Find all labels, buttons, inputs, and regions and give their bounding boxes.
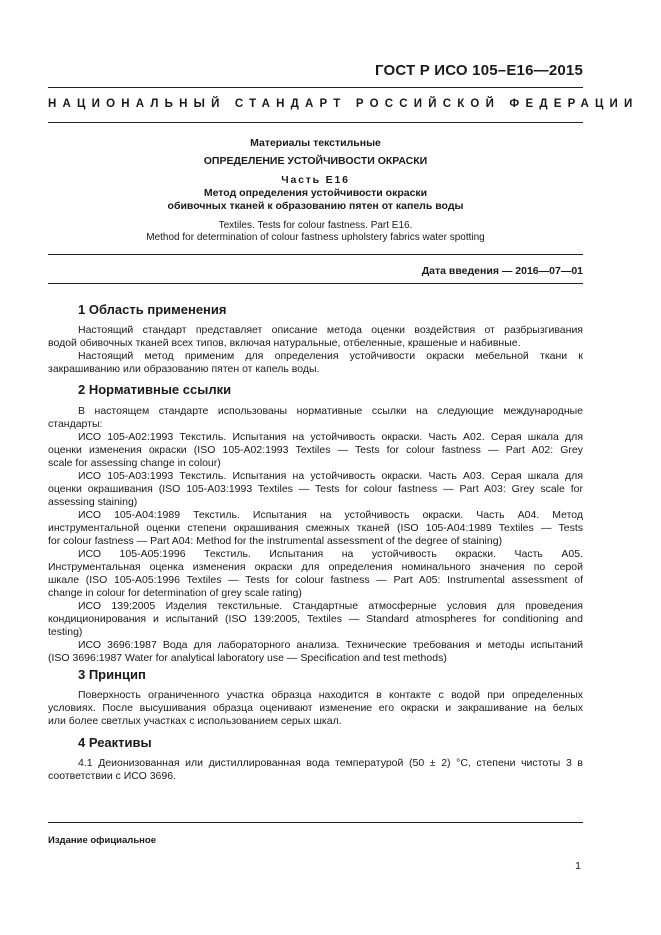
- title-english-line2: Method for determination of colour fastness upholstery fabrics water spotting: [146, 232, 485, 243]
- reference-line: for colour fastness — Part A04: Method for the instrumental assessment of the degree of staining): [48, 535, 503, 547]
- title-method-line2: обивочных тканей к образованию пятен от капель воды: [167, 200, 464, 212]
- section-3-body: [48, 689, 583, 728]
- date-bottom-rule: [48, 283, 583, 284]
- header-top-rule: [48, 87, 583, 88]
- reference-line: ИСО 3696:1987 Вода для лабораторного анализа. Технические требования и методы испытаний: [78, 639, 583, 651]
- reference-line: ИСО 105-A02:1993 Текстиль. Испытания на устойчивость окраски. Часть A02. Серая шкала для: [78, 431, 583, 443]
- reference-line: ИСО 139:2005 Изделия текстильные. Стандартные атмосферные условия для проведения: [78, 600, 583, 612]
- reference-line: Инструментальная оценка изменения окраски для определения номинального значения по серой: [48, 561, 583, 573]
- section-2-body: [48, 405, 583, 665]
- text-line: В настоящем стандарте использованы нормативные ссылки на следующие международные: [78, 405, 583, 417]
- reference-line: кондиционирования и испытаний (ISO 139:2005, Textiles — Standard atmospheres for conditioning and: [48, 613, 583, 625]
- text-line: Поверхность ограниченного участка образца находится в контакте с водой при определенных: [78, 689, 583, 701]
- reference-line: ИСО 105-A03:1993 Текстиль. Испытания на устойчивость окраски. Часть A03. Серая шкала для: [78, 470, 583, 482]
- title-method-line1: Метод определения устойчивости окраски: [203, 187, 428, 199]
- reference-line: (ISO 3696:1987 Water for analytical laboratory use — Specification and test methods): [48, 652, 447, 664]
- section-2-title: 2 Нормативные ссылки: [78, 382, 232, 397]
- title-english-line1: Textiles. Tests for colour fastness. Part E16.: [218, 220, 413, 231]
- title-part: Часть E16: [281, 174, 350, 186]
- edition-label: Издание официальное: [48, 835, 156, 846]
- introduction-date: Дата введения — 2016—07—01: [421, 265, 583, 277]
- text-line: или более светлых участках с использованием серых шкал.: [48, 715, 342, 727]
- text-line: 4.1 Деионизованная или дистиллированная вода температурой (50 ± 2) °С, степени чистоты 3 в: [78, 757, 583, 769]
- text-line: Настоящий метод применим для определения устойчивости окраски мебельной ткани к: [78, 350, 583, 362]
- page-number: 1: [575, 860, 581, 872]
- reference-line: testing): [48, 626, 83, 638]
- document-code: ГОСТ Р ИСО 105–E16—2015: [374, 62, 583, 79]
- reference-line: оценки изменения окраски (ISO 105-A02:1993 Textiles — Tests for colour fastness — Part A02: Grey: [48, 444, 583, 456]
- text-line: водой обивочных тканей всех типов, включая натуральные, отбеленные, крашеные и набивные.: [48, 337, 521, 349]
- reference-line: ИСО 105-A04:1989 Текстиль. Испытания на устойчивость окраски. Часть A04. Метод: [78, 509, 583, 521]
- reference-line: scale for assessing change in colour): [48, 457, 221, 469]
- title-bottom-rule: [48, 254, 583, 255]
- text-line: стандарты:: [48, 418, 103, 430]
- standard-banner: НАЦИОНАЛЬНЫЙ СТАНДАРТ РОССИЙСКОЙ ФЕДЕРАЦИИ: [48, 98, 639, 110]
- reference-line: change in colour for determination of grey scale rating): [48, 587, 302, 599]
- reference-line: оценки окрашивания (ISO 105-A03:1993 Textiles — Tests for colour fastness — Part A03: Grey scale for: [48, 483, 583, 495]
- reference-line: assessing staining): [48, 496, 138, 508]
- section-1-title: 1 Область применения: [78, 302, 227, 317]
- title-category: Материалы текстильные: [250, 137, 381, 149]
- section-4-body: [48, 757, 583, 783]
- title-main: ОПРЕДЕЛЕНИЕ УСТОЙЧИВОСТИ ОКРАСКИ: [203, 155, 428, 167]
- reference-line: ИСО 105-A05:1996 Текстиль. Испытания на устойчивость окраски. Часть A05.: [78, 548, 583, 560]
- section-3-title: 3 Принцип: [78, 667, 146, 682]
- header-bottom-rule: [48, 122, 583, 123]
- text-line: закрашиванию или образованию пятен от капель воды.: [48, 363, 320, 375]
- text-line: соответствии с ИСО 3696.: [48, 770, 176, 782]
- reference-line: шкале (ISO 105-A05:1996 Textiles — Tests for colour fastness — Part A05: Instrumental assessment of: [48, 574, 583, 586]
- footer-rule: [48, 822, 583, 823]
- text-line: Настоящий стандарт представляет описание метода оценки воздействия от разбрызгивания: [78, 324, 583, 336]
- text-line: условиях. После высушивания образца оценивают изменение его окраски и закрашивание на белых: [48, 702, 583, 714]
- section-4-title: 4 Реактивы: [78, 735, 152, 750]
- reference-line: инструментальной оценки степени окрашивания смежных тканей (ISO 105-A04:1989 Textiles — Tests: [48, 522, 583, 534]
- section-1-body: [48, 324, 583, 376]
